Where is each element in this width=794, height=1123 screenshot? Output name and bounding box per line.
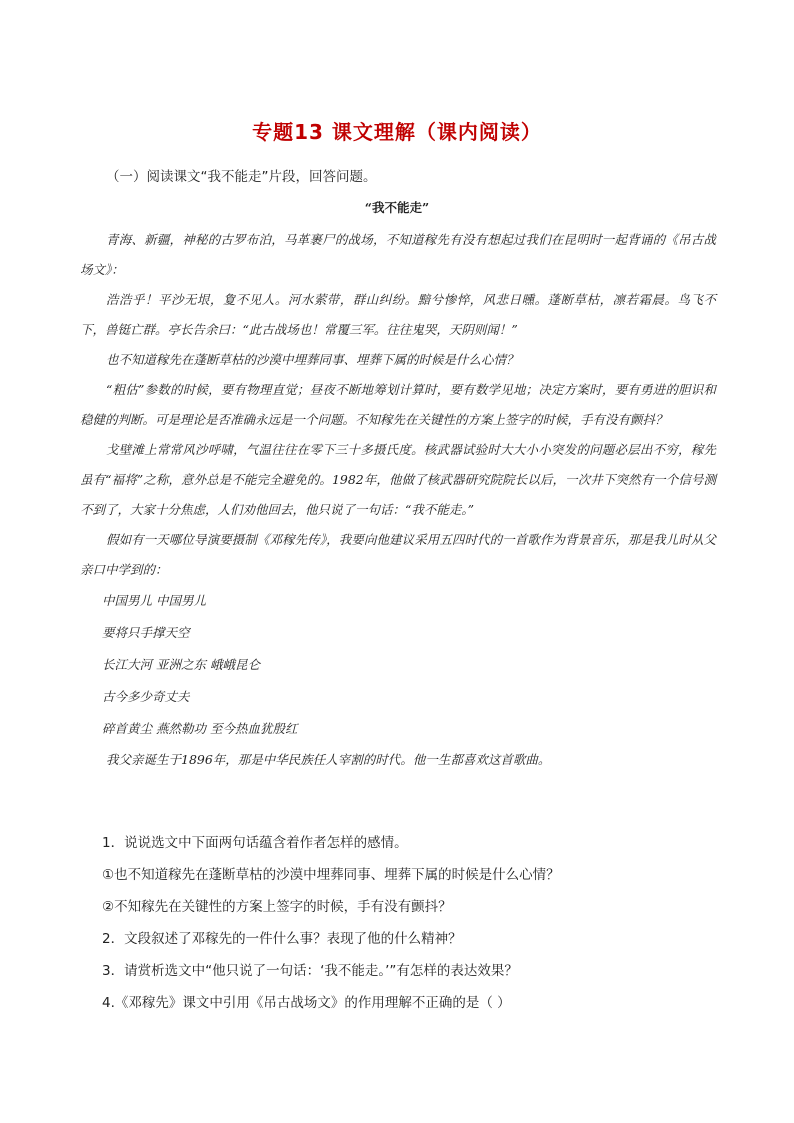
passage-paragraph: 假如有一天哪位导演要摄制《邓稼先传》，我要向他建议采用五四时代的一首歌作为背景音乐，那是我儿时从父亲口中学到的： <box>80 532 716 577</box>
page-title: 专题13 课文理解（课内阅读） <box>252 120 542 144</box>
question-item: 4.《邓稼先》课文中引用《吊古战场文》的作用理解不正确的是（ ） <box>102 995 511 1011</box>
question-item: ②不知稼先在关键性的方案上签字的时候，手有没有颤抖？ <box>102 899 452 915</box>
section-heading: （一）阅读课文“我不能走”片段，回答问题。 <box>106 169 377 185</box>
excerpt-title: “我不能走” <box>364 200 430 215</box>
song-line: 要将只手撑天空 <box>102 625 190 640</box>
question-item: 1．说说选文中下面两句话蕴含着作者怎样的感情。 <box>102 835 408 851</box>
question-list <box>80 827 720 1019</box>
passage-paragraph: “粗估”参数的时候，要有物理直觉；昼夜不断地筹划计算时，要有数学见地；决定方案时，要有勇进的胆识和稳健的判断。可是理论是否准确永远是一个问题。不知稼先在关键性的方案上签字的时候，手有没有颤抖？ <box>80 382 716 427</box>
passage-paragraph: 青海、新疆，神秘的古罗布泊，马革裹尸的战场，不知道稼先有没有想起过我们在昆明时一起背诵的《吊古战场文》： <box>80 232 716 277</box>
song-line: 长江大河 亚洲之东 峨峨昆仑 <box>102 657 260 672</box>
question-item: 3．请赏析选文中“他只说了一句话：‘我不能走。’”有怎样的表达效果？ <box>102 963 518 979</box>
passage-paragraph: 浩浩乎！平沙无垠，夐不见人。河水萦带，群山纠纷。黯兮惨悴，风悲日曛。蓬断草枯，凛若霜晨。鸟飞不下，兽铤亡群。亭长告余曰：“此古战场也！常覆三军。往往鬼哭，天阴则闻！” <box>80 292 716 337</box>
song-line: 碎首黄尘 燕然勒功 至今热血犹殷红 <box>102 721 298 736</box>
question-item: ①也不知道稼先在蓬断草枯的沙漠中埋葬同事、埋葬下属的时候是什么心情？ <box>102 867 560 883</box>
passage-paragraph: 我父亲诞生于1896年，那是中华民族任人宰割的时代。他一生都喜欢这首歌曲。 <box>106 752 551 767</box>
passage <box>80 225 716 775</box>
passage-paragraph: 也不知道稼先在蓬断草枯的沙漠中埋葬同事、埋葬下属的时候是什么心情？ <box>106 352 519 367</box>
song-line: 古今多少奇丈夫 <box>102 689 190 704</box>
question-item: 2．文段叙述了邓稼先的一件什么事？表现了他的什么精神？ <box>102 931 462 947</box>
passage-paragraph: 戈壁滩上常常风沙呼啸，气温往往在零下三十多摄氏度。核武器试验时大大小小突发的问题必层出不穷，稼先虽有“福将”之称，意外总是不能完全避免的。1982年，他做了核武器研究院院长以后，一次井下突然有一个信号测不到了，大家十分焦虑，人们劝他回去，他只说了一句话：“我不能走。” <box>80 442 716 517</box>
song-line: 中国男儿 中国男儿 <box>102 593 206 608</box>
